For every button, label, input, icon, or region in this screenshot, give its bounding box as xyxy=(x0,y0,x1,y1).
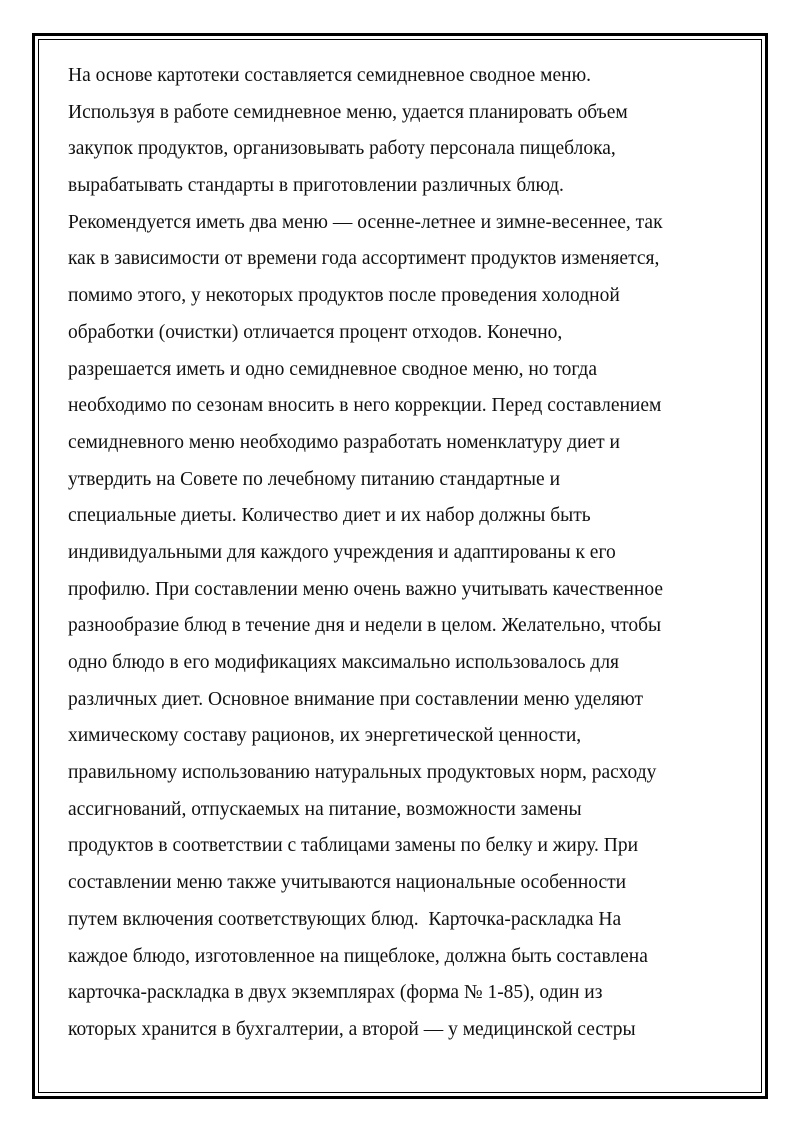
text-line: Используя в работе семидневное меню, удается планировать объем xyxy=(68,101,628,123)
text-line: обработки (очистки) отличается процент отходов. Конечно, xyxy=(68,321,563,343)
text-line: вырабатывать стандарты в приготовлении различных блюд. xyxy=(68,175,564,197)
text-line: карточка-раскладка в двух экземплярах (форма № 1-85), один из xyxy=(68,982,603,1004)
text-line: химическому составу рационов, их энергетической ценности, xyxy=(68,725,582,747)
text-line: одно блюдо в его модификациях максимально использовалось для xyxy=(68,652,620,673)
text-line: утвердить на Совете по лечебному питанию стандартные и xyxy=(68,468,561,490)
text-line: каждое блюдо, изготовленное на пищеблоке, должна быть составлена xyxy=(68,945,648,967)
text-line: составлении меню также учитываются национальные особенности xyxy=(68,872,627,894)
text-line: правильному использованию натуральных продуктовых норм, расходу xyxy=(68,762,657,784)
text-line: помимо этого, у некоторых продуктов после проведения холодной xyxy=(68,285,620,307)
text-line: как в зависимости от времени года ассортимент продуктов изменяется, xyxy=(68,248,660,270)
text-line: продуктов в соответствии с таблицами замены по белку и жиру. При xyxy=(68,835,639,857)
text-line: разрешается иметь и одно семидневное сводное меню, но тогда xyxy=(68,358,598,380)
text-line: Рекомендуется иметь два меню — осенне-летнее и зимне-весеннее, так xyxy=(68,211,663,233)
text-line: ассигнований, отпускаемых на питание, возможности замены xyxy=(68,798,582,820)
text-line: необходимо по сезонам вносить в него коррекции. Перед составлением xyxy=(68,395,662,417)
text-line: На основе картотеки составляется семидневное сводное меню. xyxy=(68,65,592,86)
text-line: закупок продуктов, организовывать работу персонала пищеблока, xyxy=(68,138,616,160)
text-line: которых хранится в бухгалтерии, а второй — у медицинской сестры xyxy=(68,1018,636,1040)
text-line: индивидуальными для каждого учреждения и адаптированы к его xyxy=(68,541,616,563)
text-line: различных диет. Основное внимание при составлении меню уделяют xyxy=(68,688,643,710)
text-line: путем включения соответствующих блюд. Карточка-раскладка На xyxy=(68,908,622,930)
text-line: семидневного меню необходимо разработать номенклатуру диет и xyxy=(68,431,620,453)
text-line: разнообразие блюд в течение дня и недели в целом. Желательно, чтобы xyxy=(68,615,662,637)
text-line: специальные диеты. Количество диет и их набор должны быть xyxy=(68,505,591,527)
text-line: профилю. При составлении меню очень важно учитывать качественное xyxy=(68,578,664,600)
document-body xyxy=(68,58,748,1049)
